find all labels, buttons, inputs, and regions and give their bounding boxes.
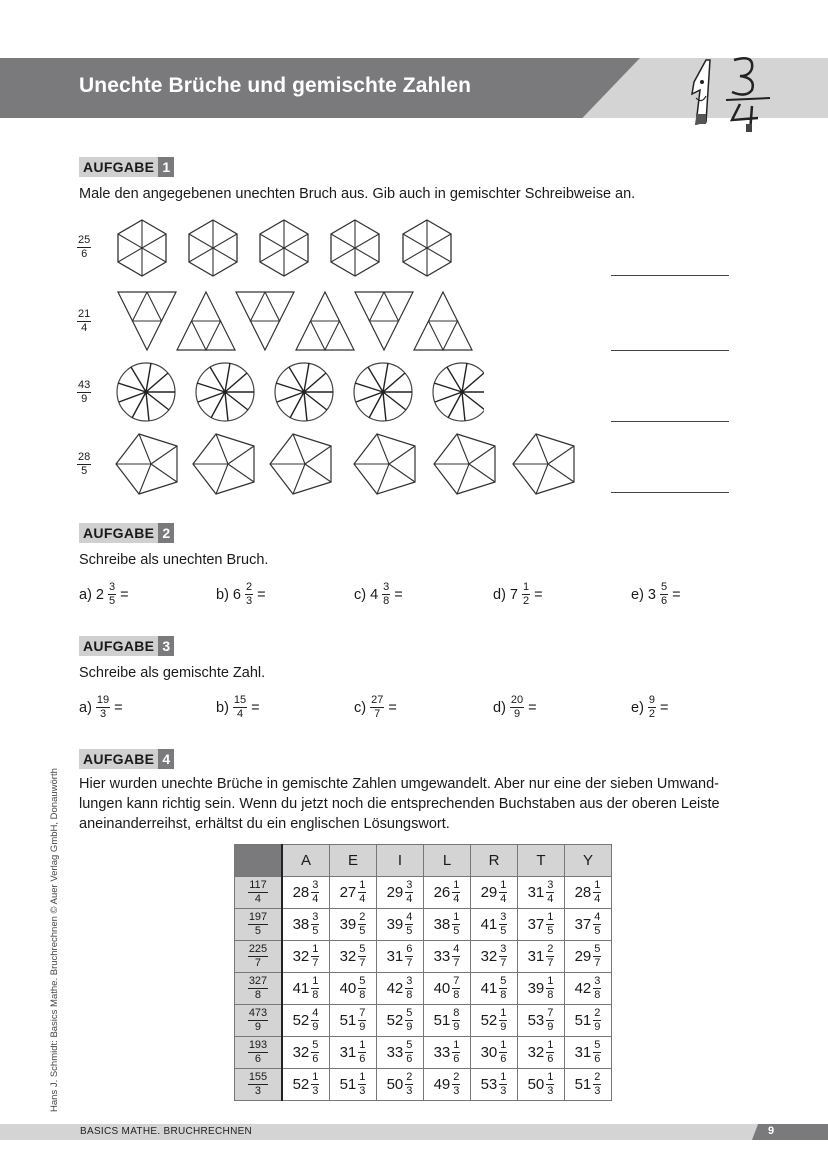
table-cell: 42 $\frac{3}{8}$	[377, 973, 424, 1005]
aufgabe-3-exercises	[79, 695, 759, 725]
aufgabe-number: 4	[158, 749, 174, 769]
column-header: I	[377, 845, 424, 877]
table-cell: 38 $\frac{1}{5}$	[424, 909, 471, 941]
fraction-one-three-quarters-icon	[676, 52, 776, 134]
answer-line[interactable]	[611, 350, 729, 351]
table-cell: 38 $\frac{3}{5}$	[282, 909, 330, 941]
table-cell: 52 $\frac{4}{9}$	[282, 1005, 330, 1037]
footer-page-badge	[752, 1124, 828, 1140]
table-cell: 33 $\frac{4}{7}$	[424, 941, 471, 973]
column-header: T	[518, 845, 565, 877]
exercise-item[interactable]: b) 6 $\frac{2}{3}$ =	[216, 581, 266, 607]
aufgabe-3-instruction: Schreibe als gemischte Zahl.	[79, 665, 266, 681]
table-cell: 31 $\frac{3}{4}$	[518, 877, 565, 909]
table-cell: 40 $\frac{7}{8}$	[424, 973, 471, 1005]
aufgabe-label: AUFGABE	[83, 751, 155, 767]
table-cell: 27 $\frac{1}{4}$	[330, 877, 377, 909]
aufgabe-1-instruction: Male den angegebenen unechten Bruch aus. Gib auch in gemischter Schreibweise an.	[79, 186, 636, 202]
table-cell: 42 $\frac{3}{8}$	[565, 973, 612, 1005]
table-cell: 33 $\frac{5}{6}$	[377, 1037, 424, 1069]
table-cell: 31 $\frac{6}{7}$	[377, 941, 424, 973]
table-cell: 28 $\frac{3}{4}$	[282, 877, 330, 909]
table-cell: 50 $\frac{2}{3}$	[377, 1069, 424, 1101]
table-cell: 32 $\frac{1}{6}$	[518, 1037, 565, 1069]
table-row	[235, 1037, 612, 1069]
aufgabe-number: 3	[158, 636, 174, 656]
table-cell: 51 $\frac{8}{9}$	[424, 1005, 471, 1037]
table-cell: 31 $\frac{1}{6}$	[330, 1037, 377, 1069]
page-number: 9	[768, 1125, 775, 1137]
table-corner	[235, 845, 283, 877]
page-title: Unechte Brüche und gemischte Zahlen	[79, 74, 472, 97]
table-cell: 50 $\frac{1}{3}$	[518, 1069, 565, 1101]
table-cell: 31 $\frac{2}{7}$	[518, 941, 565, 973]
exercise-item[interactable]: d) $\frac{20}{9}$ =	[493, 694, 537, 720]
aufgabe-label: AUFGABE	[83, 159, 155, 175]
column-header: E	[330, 845, 377, 877]
exercise-item[interactable]: c) 4 $\frac{3}{8}$ =	[354, 581, 403, 607]
aufgabe-2-exercises	[79, 582, 759, 612]
row-header-fraction: $\frac{197}{5}$	[235, 909, 283, 941]
table-cell: 32 $\frac{5}{6}$	[282, 1037, 330, 1069]
table-cell: 31 $\frac{5}{6}$	[565, 1037, 612, 1069]
copyright-credit: Hans J. Schmidt: Basics Mathe. Bruchrechnen © Auer Verlag GmbH, Donauwörth	[49, 768, 60, 1112]
circle-shapes-row[interactable]	[114, 360, 484, 424]
table-row	[235, 1005, 612, 1037]
table-cell: 52 $\frac{5}{9}$	[377, 1005, 424, 1037]
table-cell: 41 $\frac{5}{8}$	[471, 973, 518, 1005]
exercise-item[interactable]: d) 7 $\frac{1}{2}$ =	[493, 581, 543, 607]
table-cell: 53 $\frac{1}{3}$	[471, 1069, 518, 1101]
row-header-fraction: $\frac{225}{7}$	[235, 941, 283, 973]
table-cell: 29 $\frac{3}{4}$	[377, 877, 424, 909]
hexagon-shapes-row[interactable]	[114, 216, 474, 280]
row-header-fraction: $\frac{473}{9}$	[235, 1005, 283, 1037]
aufgabe-number: 1	[158, 157, 174, 177]
table-cell: 29 $\frac{5}{7}$	[565, 941, 612, 973]
row-fraction: $\frac{25}{6}$	[78, 234, 91, 260]
aufgabe-2-instruction: Schreibe als unechten Bruch.	[79, 552, 269, 568]
exercise-item[interactable]: a) $\frac{19}{3}$ =	[79, 694, 123, 720]
table-cell: 26 $\frac{1}{4}$	[424, 877, 471, 909]
row-fraction: $\frac{28}{5}$	[78, 451, 91, 477]
aufgabe-2-heading	[79, 523, 174, 543]
column-header: A	[282, 845, 330, 877]
row-header-fraction: $\frac{155}{3}$	[235, 1069, 283, 1101]
table-cell: 32 $\frac{3}{7}$	[471, 941, 518, 973]
aufgabe-label: AUFGABE	[83, 638, 155, 654]
table-row	[235, 973, 612, 1005]
table-cell: 49 $\frac{2}{3}$	[424, 1069, 471, 1101]
table-header-row	[235, 845, 612, 877]
exercise-item[interactable]: c) $\frac{27}{7}$ =	[354, 694, 397, 720]
table-row	[235, 909, 612, 941]
table-cell: 39 $\frac{4}{5}$	[377, 909, 424, 941]
table-row	[235, 1069, 612, 1101]
exercise-item[interactable]: b) $\frac{15}{4}$ =	[216, 694, 260, 720]
aufgabe-number: 2	[158, 523, 174, 543]
row-header-fraction: $\frac{327}{8}$	[235, 973, 283, 1005]
table-cell: 37 $\frac{4}{5}$	[565, 909, 612, 941]
column-header: L	[424, 845, 471, 877]
table-cell: 52 $\frac{1}{9}$	[471, 1005, 518, 1037]
table-cell: 32 $\frac{5}{7}$	[330, 941, 377, 973]
table-cell: 32 $\frac{1}{7}$	[282, 941, 330, 973]
row-header-fraction: $\frac{117}{4}$	[235, 877, 283, 909]
exercise-item[interactable]: a) 2 $\frac{3}{5}$ =	[79, 581, 129, 607]
pentagon-shapes-row[interactable]	[114, 432, 584, 498]
answer-line[interactable]	[611, 421, 729, 422]
row-fraction: $\frac{21}{4}$	[78, 308, 91, 334]
table-cell: 39 $\frac{2}{5}$	[330, 909, 377, 941]
triangle-shapes-row[interactable]	[114, 288, 494, 354]
table-cell: 30 $\frac{1}{6}$	[471, 1037, 518, 1069]
footer-text: BASICS MATHE. BRUCHRECHNEN	[80, 1126, 253, 1137]
column-header: R	[471, 845, 518, 877]
answer-line[interactable]	[611, 492, 729, 493]
table-cell: 53 $\frac{7}{9}$	[518, 1005, 565, 1037]
table-cell: 51 $\frac{2}{9}$	[565, 1005, 612, 1037]
aufgabe-4-heading	[79, 749, 174, 769]
answer-line[interactable]	[611, 275, 729, 276]
table-cell: 29 $\frac{1}{4}$	[471, 877, 518, 909]
table-cell: 51 $\frac{7}{9}$	[330, 1005, 377, 1037]
table-row	[235, 877, 612, 909]
aufgabe-label: AUFGABE	[83, 525, 155, 541]
letter-fraction-table	[234, 844, 612, 1101]
table-cell: 28 $\frac{1}{4}$	[565, 877, 612, 909]
aufgabe-3-heading	[79, 636, 174, 656]
exercise-item[interactable]: e) 3 $\frac{5}{6}$ =	[631, 581, 681, 607]
column-header: Y	[565, 845, 612, 877]
exercise-item[interactable]: e) $\frac{9}{2}$ =	[631, 694, 669, 720]
aufgabe-1-heading	[79, 157, 174, 177]
table-cell: 37 $\frac{1}{5}$	[518, 909, 565, 941]
table-cell: 51 $\frac{2}{3}$	[565, 1069, 612, 1101]
table-cell: 41 $\frac{3}{5}$	[471, 909, 518, 941]
table-cell: 33 $\frac{1}{6}$	[424, 1037, 471, 1069]
table-row	[235, 941, 612, 973]
table-cell: 52 $\frac{1}{3}$	[282, 1069, 330, 1101]
row-header-fraction: $\frac{193}{6}$	[235, 1037, 283, 1069]
table-cell: 51 $\frac{1}{3}$	[330, 1069, 377, 1101]
table-cell: 40 $\frac{5}{8}$	[330, 973, 377, 1005]
row-fraction: $\frac{43}{9}$	[78, 379, 91, 405]
table-cell: 39 $\frac{1}{8}$	[518, 973, 565, 1005]
aufgabe-4-paragraph: Hier wurden unechte Brüche in gemischte Zahlen umgewandelt. Aber nur eine der sieben Umwand- lungen kann richtig sein. Wenn du jetzt noch die entsprechenden Buchstaben aus der oberen Leiste aneinanderreihst, erhältst du ein englischen Lösungswort.	[79, 776, 720, 832]
table-cell: 41 $\frac{1}{8}$	[282, 973, 330, 1005]
